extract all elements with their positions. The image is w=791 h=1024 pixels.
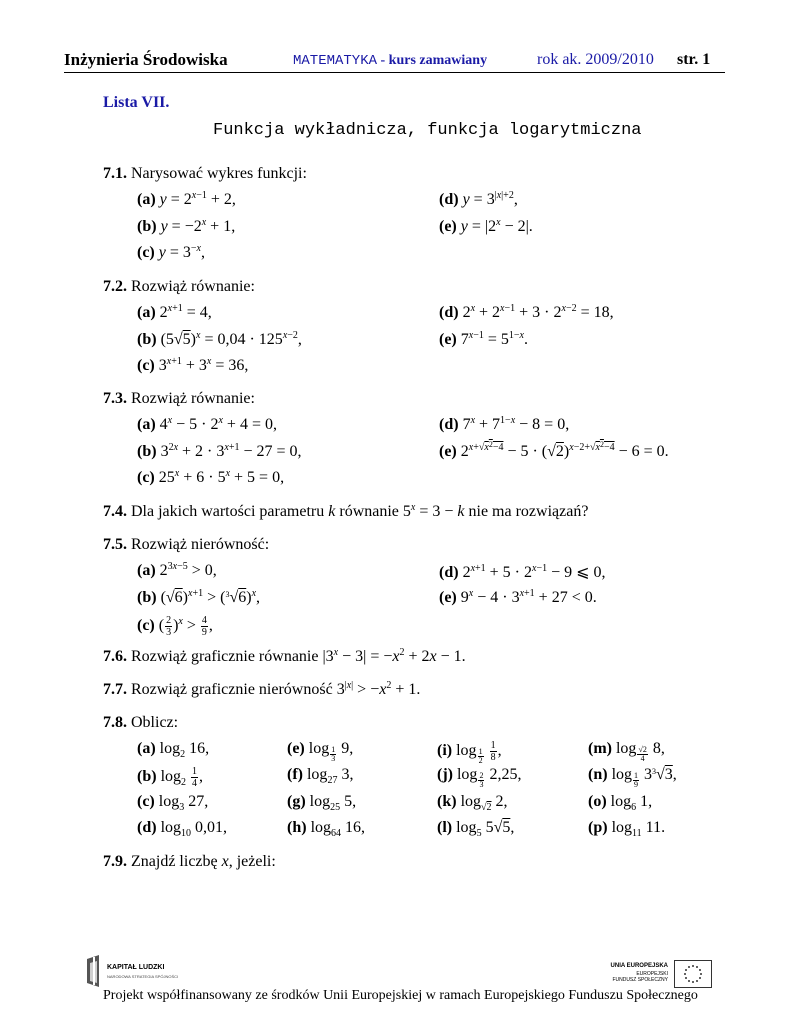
item-7-5-a: (a) $2^{3x-5} > 0$,: [137, 561, 217, 579]
problem-text: Narysować wykres funkcji:: [131, 165, 307, 182]
header-page-number: str. 1: [677, 51, 711, 68]
list-label: Lista VII.: [103, 94, 170, 111]
item-7-5-d: (d) $2^{x+1} + 5 \cdot 2^{x-1} - 9$ ⩽ 0,: [439, 563, 606, 581]
item-7-2-c: (c) $3^{x+1} + 3^x = 36$,: [137, 356, 249, 374]
header-rule: [64, 72, 725, 73]
item-7-1-d: (d) $y = 3^{|x|+2}$,: [439, 190, 518, 208]
item-7-1-b: (b) $y = -2^x + 1$,: [137, 217, 236, 235]
item-7-5-b: (b) $(√6)^{x+1} > (^3√6)^x$,: [137, 588, 261, 606]
item-7-2-a: (a) $2^{x+1} = 4$,: [137, 303, 212, 321]
eu-subtitle-2: FUNDUSZ SPOŁECZNY: [612, 977, 668, 983]
item-7-8-e: (e) log $_{\frac{1}{3}}$ 9,: [287, 740, 354, 764]
item-7-8-c: (c) $\log_3 27$,: [137, 793, 209, 813]
header-course-name: MATEMATYKA: [293, 53, 378, 69]
problem-7-6: 7.6. Rozwiąż graficznie równanie $|3^x - 3| = -x^2 + 2x - 1$.: [103, 647, 466, 665]
item-7-8-a: (a) $\log_2 16$,: [137, 740, 210, 760]
item-7-8-f: (f) $\log_{27} 3$,: [287, 766, 354, 786]
page-title: Funkcja wykładnicza, funkcja logarytmiczna: [213, 121, 642, 140]
item-7-8-k: (k) $\log_{√2} 2$,: [437, 793, 508, 813]
item-7-3-a: (a) $4^x - 5 \cdot 2^x + 4 = 0$,: [137, 415, 277, 433]
item-7-8-j: (j) log $_{\frac{2}{3}}$ 2,25,: [437, 766, 522, 790]
kapital-ludzki-icon: [85, 953, 195, 991]
eu-subtitle-1: EUROPEJSKI: [636, 971, 668, 977]
item-7-1-a: (a) $y = 2^{x-1} + 2$,: [137, 190, 236, 208]
problem-7-3: 7.3. Rozwiąż równanie:: [103, 390, 255, 407]
item-7-8-d: (d) $\log_{10} 0,01$,: [137, 819, 228, 839]
footer-funding-note: Projekt współfinansowany ze środków Unii Europejskiej w ramach Europejskiego Funduszu Społecznego: [103, 988, 698, 1003]
problem-7-9: 7.9. Znajdź liczbę x, jeżeli:: [103, 853, 276, 870]
kapital-ludzki-subtitle: NARODOWA STRATEGIA SPÓJNOŚCI: [107, 974, 179, 979]
kapital-ludzki-title: KAPITAŁ LUDZKI: [107, 964, 165, 971]
header-department: Inżynieria Środowiska: [64, 50, 228, 69]
item-7-3-d: (d) $7^x + 7^{1-x} - 8 = 0$,: [439, 415, 570, 433]
item-7-8-p: (p) $\log_{11} 11$.: [588, 819, 666, 839]
problem-7-5: 7.5. Rozwiąż nierówność:: [103, 536, 270, 553]
problem-7-2: 7.2. Rozwiąż równanie:: [103, 278, 255, 295]
item-7-2-d: (d) $2^x + 2^{x-1} + 3 \cdot 2^{x-2} = 18$,: [439, 303, 614, 321]
eu-logo: [608, 958, 713, 992]
item-7-2-e: (e) $7^{x-1} = 5^{1-x}$.: [439, 330, 528, 348]
problem-7-7: 7.7. Rozwiąż graficznie nierówność $3^{|x|} > -x^2 + 1$.: [103, 680, 421, 698]
item-7-8-b: (b) $\log_2$ $\frac{1}{4}$ ,: [137, 766, 204, 789]
problem-7-4: 7.4. Dla jakich wartości parametru k równanie $5^x = 3 - k$ nie ma rozwiązań?: [103, 502, 589, 520]
header-course: [293, 53, 487, 69]
item-7-8-m: (m) log $_{\frac{√2}{4}}$ 8,: [588, 740, 665, 764]
kapital-ludzki-logo: [85, 953, 195, 991]
item-7-8-h: (h) $\log_{64} 16$,: [287, 819, 366, 839]
item-7-8-l: (l) $\log_5 5√5$,: [437, 819, 515, 839]
problem-7-1: [103, 165, 307, 183]
item-7-8-n: (n) log $_{\frac{1}{9}}$ $3^3√3$,: [588, 766, 677, 790]
eu-title: UNIA EUROPEJSKA: [610, 963, 668, 969]
eu-flag-icon: [674, 960, 712, 988]
item-7-1-e: (e) $y = |2^x - 2|$.: [439, 217, 533, 235]
item-7-8-g: (g) $\log_{25} 5$,: [287, 793, 357, 813]
item-7-5-c: (c) ( $\frac{2}{3}$ )$^x$ > $\frac{4}{9}$ ,: [137, 615, 213, 638]
problem-7-8: 7.8. Oblicz:: [103, 714, 179, 731]
header-academic-year: rok ak. 2009/2010: [537, 51, 654, 68]
header-course-type: - kurs zamawiany: [377, 53, 488, 68]
item-7-3-b: (b) $3^{2x} + 2 \cdot 3^{x+1} - 27 = 0$,: [137, 442, 302, 460]
item-7-8-o: (o) $\log_6 1$,: [588, 793, 653, 813]
item-7-2-b: (b) $(5√5)^x = 0,04 \cdot 125^{x-2}$,: [137, 330, 302, 348]
item-7-1-c: (c) $y = 3^{-x}$,: [137, 243, 205, 261]
item-7-3-e: (e) $2^{x+√x^2-4} - 5 \cdot (√2)^{x-2+√x^2-4} - 6 = 0$.: [439, 440, 669, 460]
item-7-5-e: (e) $9^x - 4 \cdot 3^{x+1} + 27 < 0$.: [439, 588, 597, 606]
problem-number: 7.1.: [103, 165, 127, 182]
item-7-8-i: (i) log $_{\frac{1}{2}}$ $\frac{1}{8}$ ,: [437, 740, 502, 766]
item-7-3-c: (c) $25^x + 6 \cdot 5^x + 5 = 0$,: [137, 468, 285, 486]
